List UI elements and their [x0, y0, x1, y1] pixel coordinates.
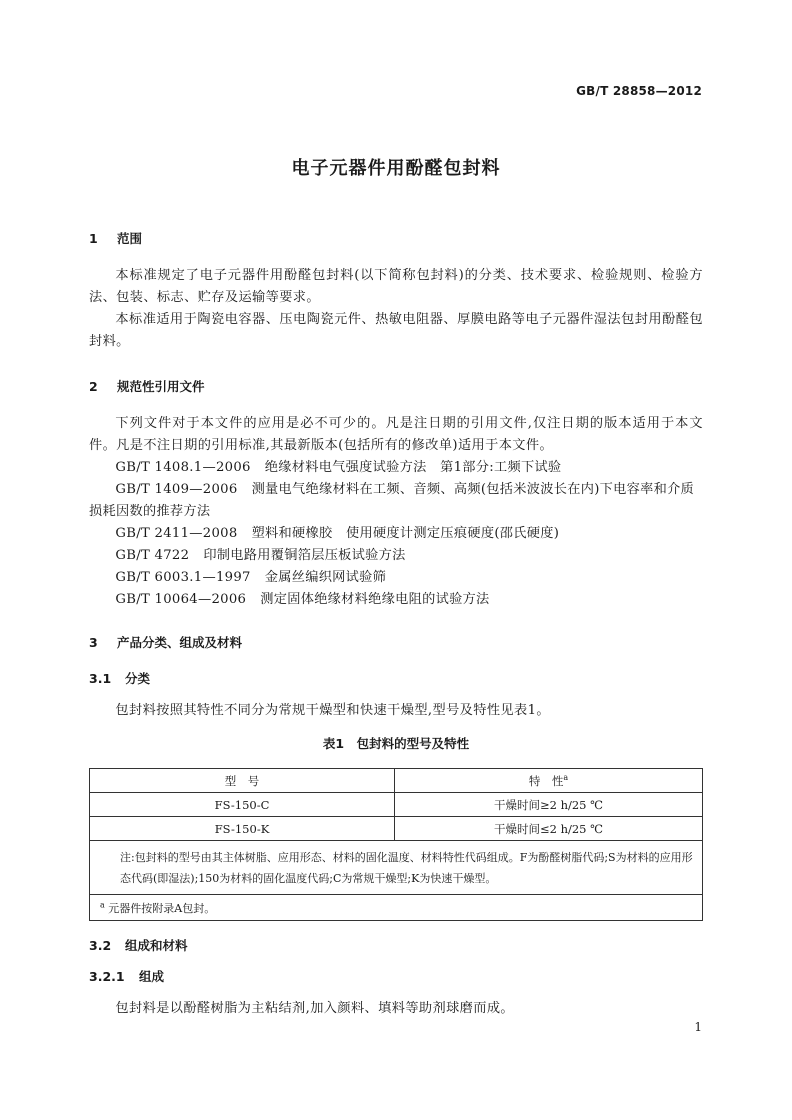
section-title: 分类 — [125, 671, 151, 686]
section-number: 3.2.1 — [89, 969, 125, 984]
reference-code: GB/T 6003.1—1997 — [115, 570, 251, 585]
section-3-1-heading — [89, 669, 150, 687]
section-title: 规范性引用文件 — [117, 379, 205, 394]
section-title: 组成和材料 — [125, 938, 188, 953]
table-caption: 表1 包封料的型号及特性 — [322, 736, 470, 751]
standard-number: GB/T 28858—2012 — [576, 84, 702, 98]
document-title: 电子元器件用酚醛包封料 — [291, 158, 501, 179]
section-3-2-1-heading — [89, 967, 164, 985]
reference-item — [89, 457, 703, 479]
column-header-property: 特 性$^a$ — [395, 769, 703, 793]
section-title: 产品分类、组成及材料 — [117, 635, 243, 650]
reference-item — [89, 523, 703, 545]
table-note-row — [90, 841, 703, 895]
table-header-row — [90, 769, 703, 793]
section-3-2-1-text: 包封料是以酚醛树脂为主粘结剂,加入颜料、填料等助剂球磨而成。 — [115, 1001, 515, 1016]
reference-code: GB/T 2411—2008 — [115, 526, 238, 541]
reference-item — [89, 567, 703, 589]
cell-property: 干燥时间≤2 h/25 ℃ — [395, 817, 703, 841]
reference-title: 印制电路用覆铜箔层压板试验方法 — [203, 548, 406, 563]
reference-title: 测定固体绝缘材料绝缘电阻的试验方法 — [260, 592, 490, 607]
page-number: 1 — [694, 1020, 702, 1034]
reference-code: GB/T 10064—2006 — [115, 592, 247, 607]
section-3-2-heading — [89, 936, 188, 954]
table-footnote-row — [90, 895, 703, 921]
reference-item — [89, 479, 703, 523]
section-number: 3.2 — [89, 938, 112, 953]
table-note: 注:包封料的型号由其主体树脂、应用形态、材料的固化温度、材料特性代码组成。F为酚醛树脂代码;S为材料的应用形态代码(即湿法);150为材料的固化温度代码;C为常规干燥型;K为快速干燥型。 — [90, 841, 703, 895]
reference-title: 绝缘材料电气强度试验方法 第1部分:工频下试验 — [264, 460, 562, 475]
section-1-paragraph-2: 本标准适用于陶瓷电容器、压电陶瓷元件、热敏电阻器、厚膜电路等电子元器件湿法包封用酚醛包封料。 — [89, 312, 703, 349]
footnote-marker: a — [563, 772, 569, 782]
section-1-heading — [89, 229, 142, 247]
section-1-paragraph-1: 本标准规定了电子元器件用酚醛包封料(以下简称包封料)的分类、技术要求、检验规则、检验方法、包装、标志、贮存及运输等要求。 — [89, 268, 703, 305]
reference-code: GB/T 1408.1—2006 — [115, 460, 251, 475]
column-header-model: 型 号 — [90, 769, 395, 793]
section-3-1-text: 包封料按照其特性不同分为常规干燥型和快速干燥型,型号及特性见表1。 — [115, 703, 550, 718]
section-title: 范围 — [117, 231, 143, 246]
reference-code: GB/T 4722 — [115, 548, 190, 563]
reference-item — [89, 589, 703, 611]
section-number: 2 — [89, 379, 98, 394]
reference-code: GB/T 1409—2006 — [115, 482, 238, 497]
cell-model: FS-150-K — [90, 817, 395, 841]
section-2-heading — [89, 377, 205, 395]
section-number: 3 — [89, 635, 98, 650]
section-2-intro: 下列文件对于本文件的应用是必不可少的。凡是注日期的引用文件,仅注日期的版本适用于本文件。凡是不注日期的引用标准,其最新版本(包括所有的修改单)适用于本文件。 — [89, 416, 703, 453]
cell-property: 干燥时间≥2 h/25 ℃ — [395, 793, 703, 817]
table-footnote: $^a$ 元器件按附录A包封。 — [90, 895, 703, 921]
cell-model: FS-150-C — [90, 793, 395, 817]
reference-item — [89, 545, 703, 567]
section-title: 组成 — [139, 969, 165, 984]
table-row — [90, 793, 703, 817]
reference-title: 测量电气绝缘材料在工频、音频、高频(包括米波波长在内)下电容率和介质损耗因数的推荐方法 — [89, 482, 695, 519]
footnote-marker: a — [100, 899, 105, 909]
reference-title: 塑料和硬橡胶 使用硬度计测定压痕硬度(邵氏硬度) — [251, 526, 560, 541]
table-row — [90, 817, 703, 841]
reference-title: 金属丝编织网试验筛 — [264, 570, 387, 585]
section-number: 3.1 — [89, 671, 112, 686]
table-1 — [89, 768, 703, 921]
section-3-heading — [89, 633, 242, 651]
section-number: 1 — [89, 231, 98, 246]
